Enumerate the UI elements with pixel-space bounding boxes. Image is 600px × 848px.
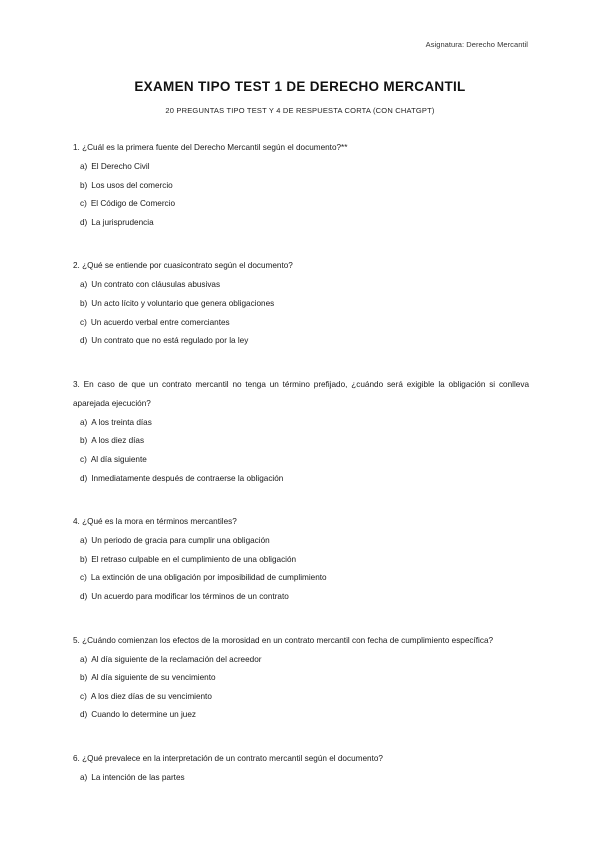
answer-option <box>80 532 529 551</box>
answer-option <box>80 214 529 233</box>
answer-option <box>80 669 529 688</box>
answer-options <box>73 532 529 606</box>
option-text: Un acuerdo verbal entre comerciantes <box>90 317 230 327</box>
option-text: A los diez días <box>91 436 145 446</box>
option-letter: b) <box>80 436 88 446</box>
answer-option <box>80 688 529 707</box>
answer-options <box>73 414 529 488</box>
question-3 <box>73 375 529 488</box>
option-text: Cuando lo determine un juez <box>91 710 196 720</box>
option-letter: c) <box>80 573 87 583</box>
option-text: El Derecho Civil <box>91 162 150 171</box>
question-text: 6. ¿Qué prevalece en la interpretación de un contrato mercantil según el documento? <box>73 753 383 763</box>
question-list <box>73 138 529 811</box>
answer-option <box>80 569 529 588</box>
answer-option <box>80 195 529 214</box>
option-text: Un acto lícito y voluntario que genera obligaciones <box>91 298 275 308</box>
question-text: 1. ¿Cuál es la primera fuente del Derecho Mercantil según el documento?** <box>73 143 348 152</box>
question-text: 4. ¿Qué es la mora en términos mercantiles? <box>73 517 237 527</box>
option-text: A los diez días de su vencimiento <box>90 691 212 701</box>
option-letter: c) <box>80 199 87 209</box>
option-text: La extinción de una obligación por imposibilidad de cumplimiento <box>90 573 327 583</box>
option-text: Inmediatamente después de contraerse la obligación <box>91 473 284 483</box>
option-text: Un contrato con cláusulas abusivas <box>91 280 221 290</box>
option-text: Un acuerdo para modificar los términos de un contrato <box>91 591 289 601</box>
answer-options <box>73 651 529 725</box>
question-4 <box>73 512 529 606</box>
option-text: Al día siguiente <box>90 454 147 464</box>
answer-options <box>73 276 529 350</box>
option-text: La jurisprudencia <box>91 217 154 227</box>
question-6 <box>73 749 529 788</box>
question-text: 2. ¿Qué se entiende por cuasicontrato según el documento? <box>73 261 293 271</box>
answer-option <box>80 769 529 788</box>
option-letter: a) <box>80 280 88 290</box>
answer-option <box>80 432 529 451</box>
answer-options <box>73 769 529 788</box>
option-letter: a) <box>80 654 88 664</box>
question-text: 3. En caso de que un contrato mercantil no tenga un término prefijado, ¿cuándo será exigible la obligación si conlleva aparejada ejecución? <box>73 379 529 408</box>
option-letter: d) <box>80 336 88 346</box>
running-header: Asignatura: Derecho Mercantil <box>425 40 528 49</box>
option-text: El retraso culpable en el cumplimiento de una obligación <box>91 554 297 564</box>
option-text: El Código de Comercio <box>90 199 176 209</box>
option-text: Los usos del comercio <box>91 180 173 190</box>
option-letter: a) <box>80 162 88 171</box>
question-5 <box>73 631 529 725</box>
option-text: Un periodo de gracia para cumplir una obligación <box>91 536 270 546</box>
answer-option <box>80 332 529 351</box>
answer-options <box>73 158 529 232</box>
option-letter: a) <box>80 536 88 546</box>
option-letter: b) <box>80 298 88 308</box>
answer-option <box>80 651 529 670</box>
option-letter: b) <box>80 180 88 190</box>
option-letter: d) <box>80 591 88 601</box>
answer-option <box>80 470 529 489</box>
option-letter: a) <box>80 772 88 782</box>
option-text: Al día siguiente de la reclamación del acreedor <box>91 654 262 664</box>
option-letter: d) <box>80 217 88 227</box>
answer-option <box>80 276 529 295</box>
option-letter: b) <box>80 673 88 683</box>
answer-option <box>80 588 529 607</box>
option-letter: b) <box>80 554 88 564</box>
option-text: Al día siguiente de su vencimiento <box>91 673 216 683</box>
option-letter: c) <box>80 454 87 464</box>
answer-option <box>80 414 529 433</box>
option-letter: c) <box>80 691 87 701</box>
answer-option <box>80 158 529 177</box>
option-text: A los treinta días <box>91 417 152 427</box>
question-1 <box>73 138 529 232</box>
answer-option <box>80 295 529 314</box>
question-text: 5. ¿Cuándo comienzan los efectos de la morosidad en un contrato mercantil con fecha de cumplimiento específica? <box>73 635 494 645</box>
option-text: La intención de las partes <box>91 772 185 782</box>
option-letter: a) <box>80 417 88 427</box>
answer-option <box>80 314 529 333</box>
exam-subtitle: 20 PREGUNTAS TIPO TEST Y 4 DE RESPUESTA CORTA (CON CHATGPT) <box>165 106 435 115</box>
answer-option <box>80 177 529 196</box>
answer-option <box>80 706 529 725</box>
answer-option <box>80 551 529 570</box>
exam-title: EXAMEN TIPO TEST 1 DE DERECHO MERCANTIL <box>134 79 466 94</box>
question-2 <box>73 256 529 350</box>
answer-option <box>80 451 529 470</box>
option-text: Un contrato que no está regulado por la ley <box>91 336 249 346</box>
option-letter: d) <box>80 710 88 720</box>
option-letter: d) <box>80 473 88 483</box>
option-letter: c) <box>80 317 87 327</box>
